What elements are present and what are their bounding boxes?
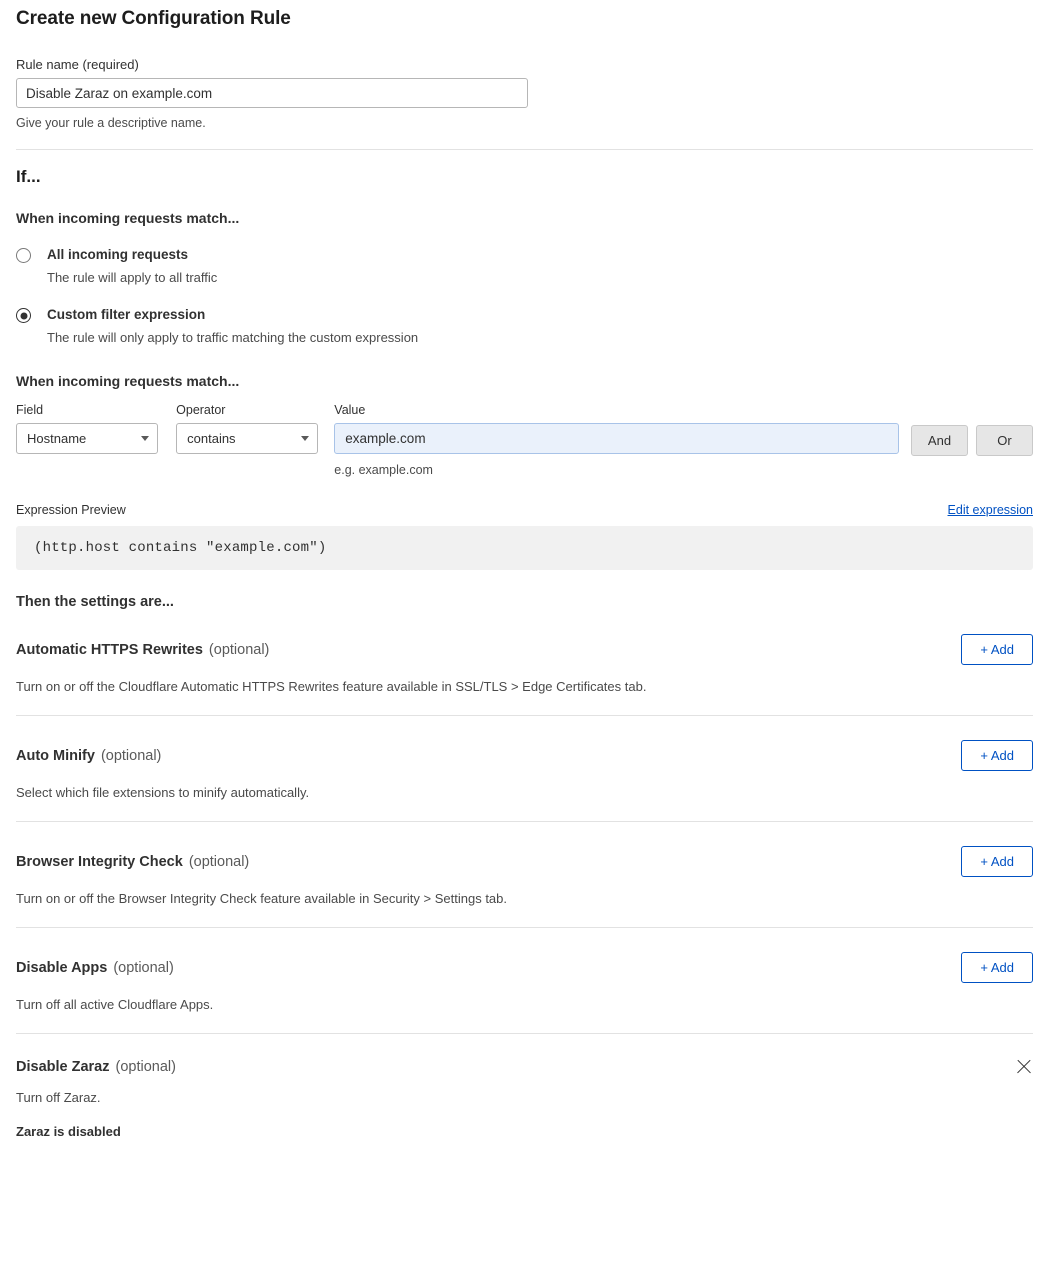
setting-name: Auto Minify bbox=[16, 747, 95, 764]
chevron-down-icon bbox=[141, 436, 149, 441]
value-hint: e.g. example.com bbox=[334, 463, 433, 477]
setting-optional-tag: (optional) bbox=[208, 641, 270, 658]
setting-auto-minify bbox=[16, 715, 1033, 821]
setting-header bbox=[16, 1058, 1033, 1076]
radio-option-custom-filter-expression[interactable] bbox=[16, 306, 1033, 345]
add-setting-button[interactable]: + Add bbox=[961, 846, 1033, 877]
radio-icon-unchecked[interactable] bbox=[16, 248, 31, 263]
radio-description: The rule will only apply to traffic matching the custom expression bbox=[47, 330, 419, 345]
operator-select-value: contains bbox=[187, 431, 236, 446]
setting-browser-integrity-check bbox=[16, 821, 1033, 927]
divider bbox=[16, 149, 1033, 150]
setting-description: Select which file extensions to minify automatically. bbox=[16, 785, 310, 800]
setting-description: Turn off Zaraz. bbox=[16, 1090, 101, 1105]
add-setting-button[interactable]: + Add bbox=[961, 634, 1033, 665]
setting-header bbox=[16, 952, 1033, 983]
expression-builder-header: When incoming requests match... bbox=[16, 373, 240, 389]
or-button[interactable]: Or bbox=[976, 425, 1033, 456]
value-input[interactable] bbox=[334, 423, 899, 454]
then-section-title: Then the settings are... bbox=[16, 594, 174, 610]
add-setting-button[interactable]: + Add bbox=[961, 740, 1033, 771]
if-section-title: If... bbox=[16, 167, 41, 186]
setting-optional-tag: (optional) bbox=[188, 853, 250, 870]
rule-name-label: Rule name (required) bbox=[16, 57, 139, 72]
field-select-value: Hostname bbox=[27, 431, 87, 446]
setting-header bbox=[16, 846, 1033, 877]
setting-name: Browser Integrity Check bbox=[16, 853, 183, 870]
expression-builder-row bbox=[16, 403, 1033, 477]
rule-name-helper: Give your rule a descriptive name. bbox=[16, 116, 206, 130]
setting-name: Disable Zaraz bbox=[16, 1059, 110, 1075]
setting-optional-tag: (optional) bbox=[113, 959, 174, 976]
configuration-rule-form bbox=[0, 8, 1049, 1160]
radio-label: All incoming requests bbox=[47, 247, 189, 262]
status-badge: Zaraz is disabled bbox=[16, 1124, 121, 1139]
setting-description: Turn on or off the Cloudflare Automatic HTTPS Rewrites feature available in SSL/TLS > Edge Certificates tab. bbox=[16, 679, 647, 694]
field-select[interactable] bbox=[16, 423, 158, 454]
request-match-radio-group bbox=[16, 246, 1033, 345]
rule-name-input[interactable] bbox=[16, 78, 528, 108]
radio-description: The rule will apply to all traffic bbox=[47, 270, 218, 285]
if-match-header: When incoming requests match... bbox=[16, 210, 240, 226]
page-title: Create new Configuration Rule bbox=[16, 8, 291, 29]
setting-description: Turn on or off the Browser Integrity Check feature available in Security > Settings tab. bbox=[16, 891, 508, 906]
operator-column bbox=[176, 403, 318, 454]
operator-select[interactable] bbox=[176, 423, 318, 454]
setting-automatic-https-rewrites bbox=[16, 610, 1033, 715]
field-label: Field bbox=[16, 403, 44, 417]
setting-header bbox=[16, 740, 1033, 771]
value-column bbox=[334, 403, 899, 477]
radio-label: Custom filter expression bbox=[47, 307, 206, 322]
edit-expression-link[interactable]: Edit expression bbox=[947, 503, 1033, 517]
setting-name: Disable Apps bbox=[16, 959, 108, 976]
operator-label: Operator bbox=[176, 403, 226, 417]
setting-optional-tag: (optional) bbox=[115, 1059, 176, 1075]
expression-preview-text: (http.host contains "example.com") bbox=[16, 526, 1033, 570]
setting-disable-apps bbox=[16, 927, 1033, 1033]
chevron-down-icon bbox=[301, 436, 309, 441]
expression-preview-header bbox=[16, 503, 1033, 517]
add-setting-button[interactable]: + Add bbox=[961, 952, 1033, 983]
value-label: Value bbox=[334, 403, 366, 417]
expression-preview-label: Expression Preview bbox=[16, 503, 126, 517]
field-column bbox=[16, 403, 158, 454]
and-button[interactable]: And bbox=[911, 425, 968, 456]
setting-optional-tag: (optional) bbox=[100, 747, 162, 764]
setting-name: Automatic HTTPS Rewrites bbox=[16, 641, 203, 658]
close-icon[interactable] bbox=[1015, 1058, 1033, 1076]
logic-buttons bbox=[911, 425, 1033, 456]
setting-header bbox=[16, 634, 1033, 665]
radio-icon-checked[interactable] bbox=[16, 308, 31, 323]
setting-disable-zaraz bbox=[16, 1033, 1033, 1160]
radio-option-all-incoming-requests[interactable] bbox=[16, 246, 1033, 285]
setting-description: Turn off all active Cloudflare Apps. bbox=[16, 997, 214, 1012]
